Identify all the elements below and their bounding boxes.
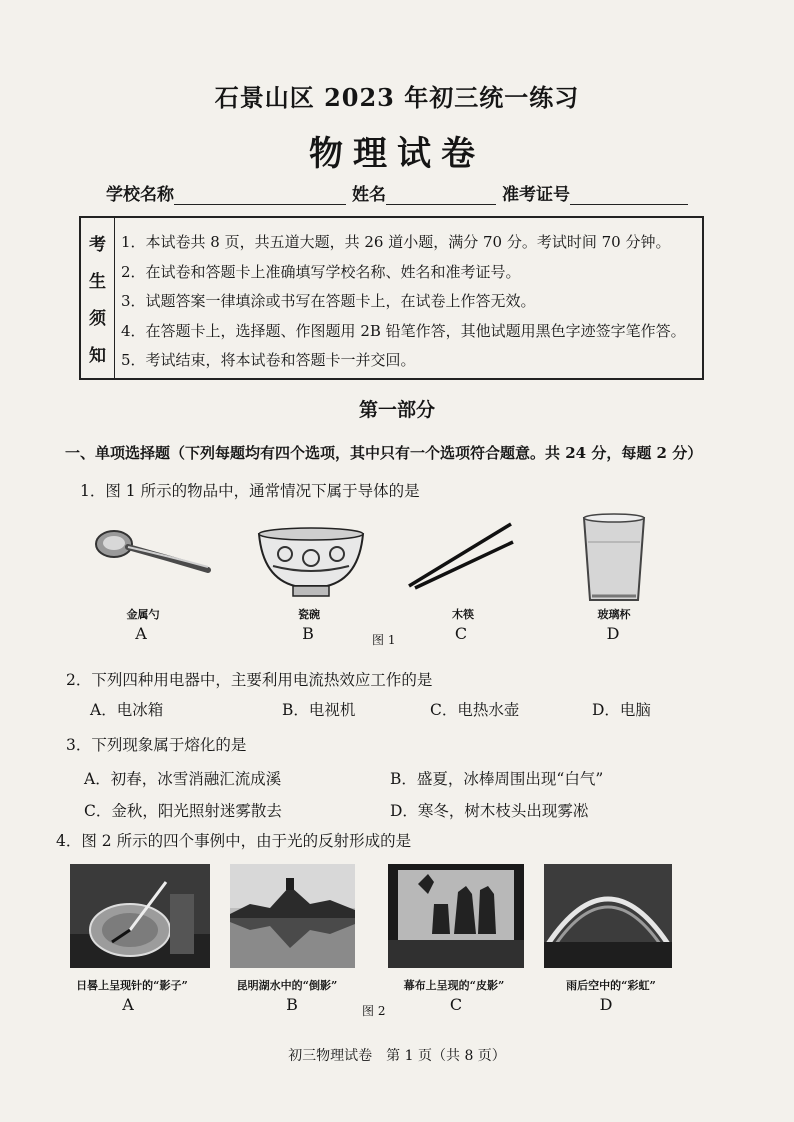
notice-items <box>121 228 694 376</box>
shadow-play-photo <box>388 864 524 968</box>
q1-caption-a: 金属勺 <box>126 608 160 621</box>
q3-option-c: C．金秋，阳光照射迷雾散去 <box>84 802 282 820</box>
q4-caption-a: 日晷上呈现针的“影子” <box>76 979 188 992</box>
q4-letter-c: C <box>449 995 463 1014</box>
exam-region-year-title: 石景山区 2023 年初三统一练习 <box>214 83 580 112</box>
q4-letter-d: D <box>599 995 613 1014</box>
q2-option-b: B．电视机 <box>282 701 356 719</box>
rainbow-photo <box>544 864 672 968</box>
exam-number-blank <box>570 186 688 205</box>
school-blank <box>174 186 346 205</box>
wooden-chopsticks-image <box>405 518 517 590</box>
notice-item: 4．在答题卡上，选择题、作图题用 2B 铅笔作答，其他试题用黑色字迹签字笔作答。 <box>121 321 686 340</box>
name-label: 姓名 <box>352 185 386 205</box>
notice-item: 5．考试结束，将本试卷和答题卡一并交回。 <box>121 351 416 369</box>
sundial-photo <box>70 864 210 968</box>
q1-letter-a: A <box>135 624 147 643</box>
q3-option-a: A．初春，冰雪消融汇流成溪 <box>84 770 282 788</box>
metal-spoon-image <box>88 520 213 578</box>
q4-letter-b: B <box>286 995 298 1014</box>
figure-2-label: 图 2 <box>362 1004 386 1018</box>
question-1-stem: 1．图 1 所示的物品中，通常情况下属于导体的是 <box>80 482 420 500</box>
page-footer: 初三物理试卷 第 1 页（共 8 页） <box>288 1048 506 1064</box>
name-blank <box>386 186 496 205</box>
porcelain-bowl-image <box>255 526 367 602</box>
candidate-notice-box <box>79 216 704 380</box>
q1-caption-b: 瓷碗 <box>298 608 320 621</box>
q1-letter-c: C <box>454 624 468 643</box>
notice-item: 1．本试卷共 8 页，共五道大题，共 26 道小题，满分 70 分。考试时间 70 分钟。 <box>121 233 671 251</box>
q1-letter-b: B <box>302 624 314 643</box>
notice-item: 3．试题答案一律填涂或书写在答题卡上，在试卷上作答无效。 <box>121 292 536 310</box>
q4-caption-b: 昆明湖水中的“倒影” <box>236 979 338 992</box>
figure-1-label: 图 1 <box>372 633 396 647</box>
q1-caption-c: 木筷 <box>452 608 474 621</box>
glass-cup-image <box>578 512 650 604</box>
q1-letter-d: D <box>606 624 620 643</box>
q2-option-a: A．电冰箱 <box>90 701 164 719</box>
q3-option-d: D．寒冬，树木枝头出现雾凇 <box>390 802 589 820</box>
kunming-lake-photo <box>230 864 355 968</box>
question-3-stem: 3．下列现象属于熔化的是 <box>66 736 247 754</box>
q2-option-c: C．电热水壶 <box>430 701 520 719</box>
question-4-stem: 4．图 2 所示的四个事例中，由于光的反射形成的是 <box>56 832 412 850</box>
part-title: 第一部分 <box>358 399 435 421</box>
q2-option-d: D．电脑 <box>592 701 651 719</box>
name-field <box>352 180 496 205</box>
exam-subject-title: 物理试卷 <box>309 134 485 174</box>
q4-letter-a: A <box>122 995 134 1014</box>
q4-caption-c: 幕布上呈现的“皮影” <box>403 979 505 992</box>
notice-side-label: 考 生 须 知 <box>81 218 115 378</box>
school-label: 学校名称 <box>106 185 174 205</box>
q4-caption-d: 雨后空中的“彩虹” <box>566 979 656 992</box>
question-2-stem: 2．下列四种用电器中，主要利用电流热效应工作的是 <box>66 671 433 689</box>
q3-option-b: B．盛夏，冰棒周围出现“白气” <box>390 770 604 788</box>
q1-caption-d: 玻璃杯 <box>597 608 631 621</box>
notice-item: 2．在试卷和答题卡上准确填写学校名称、姓名和准考证号。 <box>121 262 521 281</box>
section-title: 一、单项选择题（下列每题均有四个选项，其中只有一个选项符合题意。共 24 分，每题 2 分） <box>65 444 703 462</box>
exam-number-label: 准考证号 <box>502 185 570 205</box>
exam-number-field <box>502 180 688 205</box>
school-field <box>106 180 346 205</box>
